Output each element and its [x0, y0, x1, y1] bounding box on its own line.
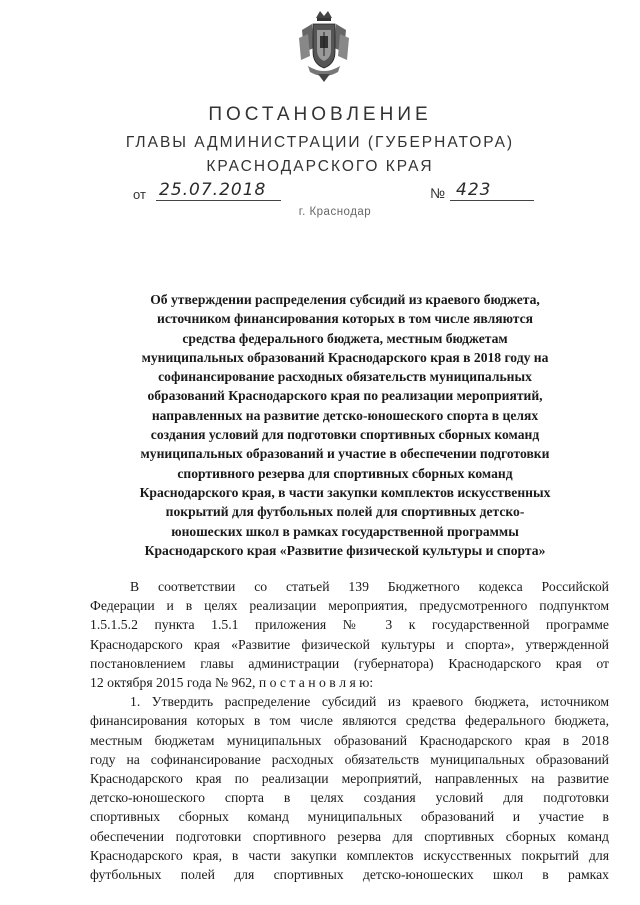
title-line: источником финансирования которых в том числе являются [156, 311, 534, 327]
body-line: 1. Утвердить распределение субсидий из краевого бюджета, источником [130, 694, 609, 710]
issuing-authority-line1: ГЛАВЫ АДМИНИСТРАЦИИ (ГУБЕРНАТОРА) [125, 134, 515, 151]
title-line: образований Краснодарского края по реализации мероприятий, [147, 388, 543, 404]
body-line: году на софинансирование расходных обязательств муниципальных образований [90, 751, 609, 767]
title-line: направленных на развитие детско-юношеского спорта в целях [151, 407, 539, 423]
document-type-heading: ПОСТАНОВЛЕНИЕ [208, 104, 432, 125]
number-label: № [430, 185, 446, 201]
body-line: Федерации и в целях реализации мероприятия, предусмотренного подпунктом [90, 598, 609, 614]
body-line: постановлением главы администрации (губернатора) Краснодарского края от [90, 655, 609, 671]
body-line: футбольных полей для спортивных детско-юношеских школ в рамках [90, 867, 609, 883]
body-line: обеспечении подготовки спортивного резерва для спортивных сборных команд [90, 828, 609, 844]
title-line: создания условий для подготовки спортивных сборных команд [150, 427, 540, 443]
body-line: Краснодарского края «Развитие физической культуры и спорта», утвержденной [90, 636, 609, 652]
title-line: средства федерального бюджета, местным бюджетам [182, 330, 508, 346]
body-line: детско-юношеского спорта в целях создания условий для подготовки [90, 790, 609, 806]
document-body [90, 577, 609, 884]
title-line: юношеских школ в рамках государственной программы [171, 523, 519, 539]
title-line: софинансирование расходных обязательств муниципальных [158, 369, 532, 385]
body-line: В соответствии со статьей 139 Бюджетного кодекса Российской [130, 579, 609, 594]
handwritten-number: 423 [450, 180, 534, 201]
title-line: спортивного резерва для спортивных сборных команд [177, 465, 513, 481]
issuing-authority-line2: КРАСНОДАРСКОГО КРАЯ [206, 158, 434, 175]
date-label: от [133, 187, 146, 202]
title-line: покрытий для футбольных полей для спортивных детско- [165, 504, 525, 520]
body-line: 12 октября 2015 года № 962, п о с т а н о в л я ю: [90, 675, 374, 691]
title-line: Краснодарского края «Развитие физической культуры и спорта» [144, 542, 546, 558]
body-line: Краснодарского края по реализации мероприятий, направленных на развитие [90, 771, 609, 787]
body-line: Краснодарского края, в части закупки комплектов искусственных покрытий для [90, 847, 609, 863]
title-line: Об утверждении распределения субсидий из краевого бюджета, [150, 292, 540, 307]
title-line: Краснодарского края, в части закупки комплектов искусственных [139, 484, 551, 500]
title-line: муниципальных образований Краснодарского края в 2018 году на [141, 349, 549, 365]
coat-of-arms-emblem [296, 8, 352, 84]
body-line: 1.5.1.5.2 пункта 1.5.1 приложения № 3 к государственной программе [90, 617, 609, 633]
body-line: местным бюджетам муниципальных образований Краснодарского края в 2018 [90, 732, 609, 748]
body-line: финансирования которых в том числе являются средства федерального бюджета, [90, 713, 609, 729]
body-line: спортивных сборных команд муниципальных образований и участие в [90, 809, 609, 825]
document-title [100, 290, 590, 560]
handwritten-date: 25.07.2018 [156, 180, 281, 201]
city-label: г. Краснодар [298, 206, 372, 218]
title-line: муниципальных образований и участие в обеспечении подготовки [140, 446, 550, 462]
